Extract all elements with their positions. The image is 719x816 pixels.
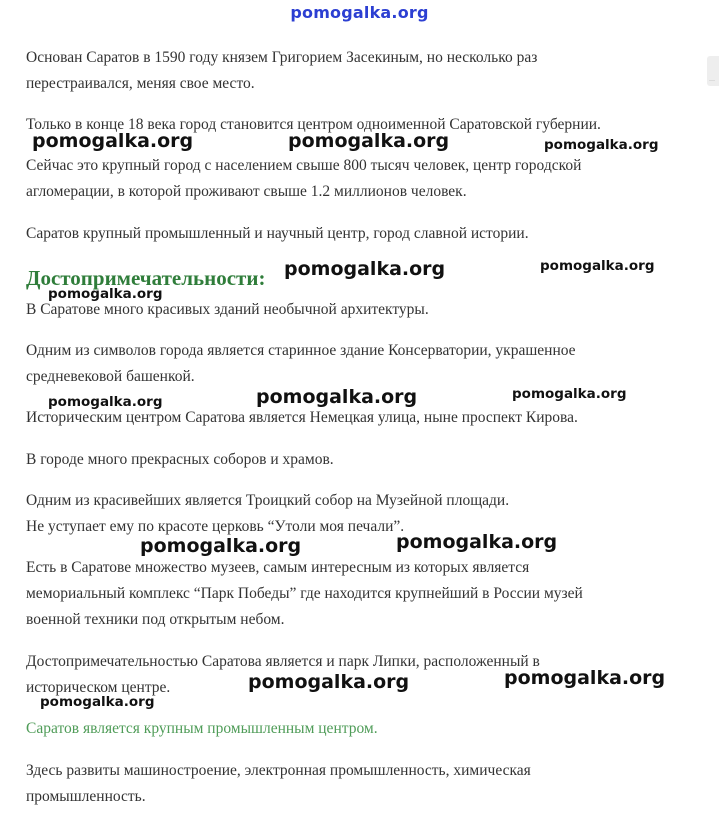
watermark: pomogalka.org (540, 258, 655, 274)
watermark: pomogalka.org (32, 130, 194, 152)
text-line: промышленность. (26, 788, 146, 805)
watermark: pomogalka.org (396, 531, 558, 553)
text-line: Одним из красивейших является Троицкий собор на Музейной площади. (26, 492, 510, 509)
watermark: pomogalka.org (284, 258, 446, 280)
text-line: Только в конце 18 века город становится центром одноименной Саратовской губернии. (26, 116, 601, 133)
watermark: pomogalka.org (48, 286, 163, 302)
scrollbar-grip (709, 80, 715, 81)
text-line: Историческим центром Саратова является Немецкая улица, ныне проспект Кирова. (26, 409, 578, 426)
watermark: pomogalka.org (504, 667, 666, 689)
site-logo[interactable]: pomogalka.org (290, 3, 429, 22)
watermark: pomogalka.org (512, 386, 627, 402)
text-line: Достопримечательностью Саратова является и парк Липки, расположенный в (26, 653, 540, 670)
watermark: pomogalka.org (544, 137, 659, 153)
text-line: Саратов крупный промышленный и научный центр, город славной истории. (26, 225, 529, 242)
text-line: В Саратове много красивых зданий необычной архитектуры. (26, 301, 429, 318)
text-line: агломерации, в которой проживают свыше 1.2 миллионов человек. (26, 183, 467, 200)
text-line: средневековой башенкой. (26, 368, 195, 385)
watermark: pomogalka.org (140, 535, 302, 557)
text-line: Не уступает ему по красоте церковь “Утоли моя печали”. (26, 518, 405, 535)
section-heading: Достопримечательности: (26, 266, 266, 290)
watermark: pomogalka.org (256, 386, 418, 408)
text-line: мемориальный комплекс “Парк Победы” где находится крупнейший в России музей (26, 585, 583, 602)
watermark: pomogalka.org (248, 671, 410, 693)
text-line: Одним из символов города является старинное здание Консерватории, украшенное (26, 342, 576, 359)
text-line: Сейчас это крупный город с населением свыше 800 тысяч человек, центр городской (26, 157, 582, 174)
watermark: pomogalka.org (40, 694, 155, 710)
highlighted-text-line: Саратов является крупным промышленным центром. (26, 720, 378, 737)
watermark: pomogalka.org (288, 130, 450, 152)
text-line: историческом центре. (26, 679, 171, 696)
text-line: Есть в Саратове множество музеев, самым интересным из которых является (26, 559, 530, 576)
watermark: pomogalka.org (48, 394, 163, 410)
text-line: военной техники под открытым небом. (26, 611, 285, 628)
text-line: Здесь развиты машиностроение, электронная промышленность, химическая (26, 762, 531, 779)
text-line: перестраивался, меняя свое место. (26, 75, 255, 92)
text-line: В городе много прекрасных соборов и храмов. (26, 451, 334, 468)
scrollbar[interactable] (707, 56, 719, 86)
text-line: Основан Саратов в 1590 году князем Григорием Засекиным, но несколько раз (26, 49, 538, 66)
